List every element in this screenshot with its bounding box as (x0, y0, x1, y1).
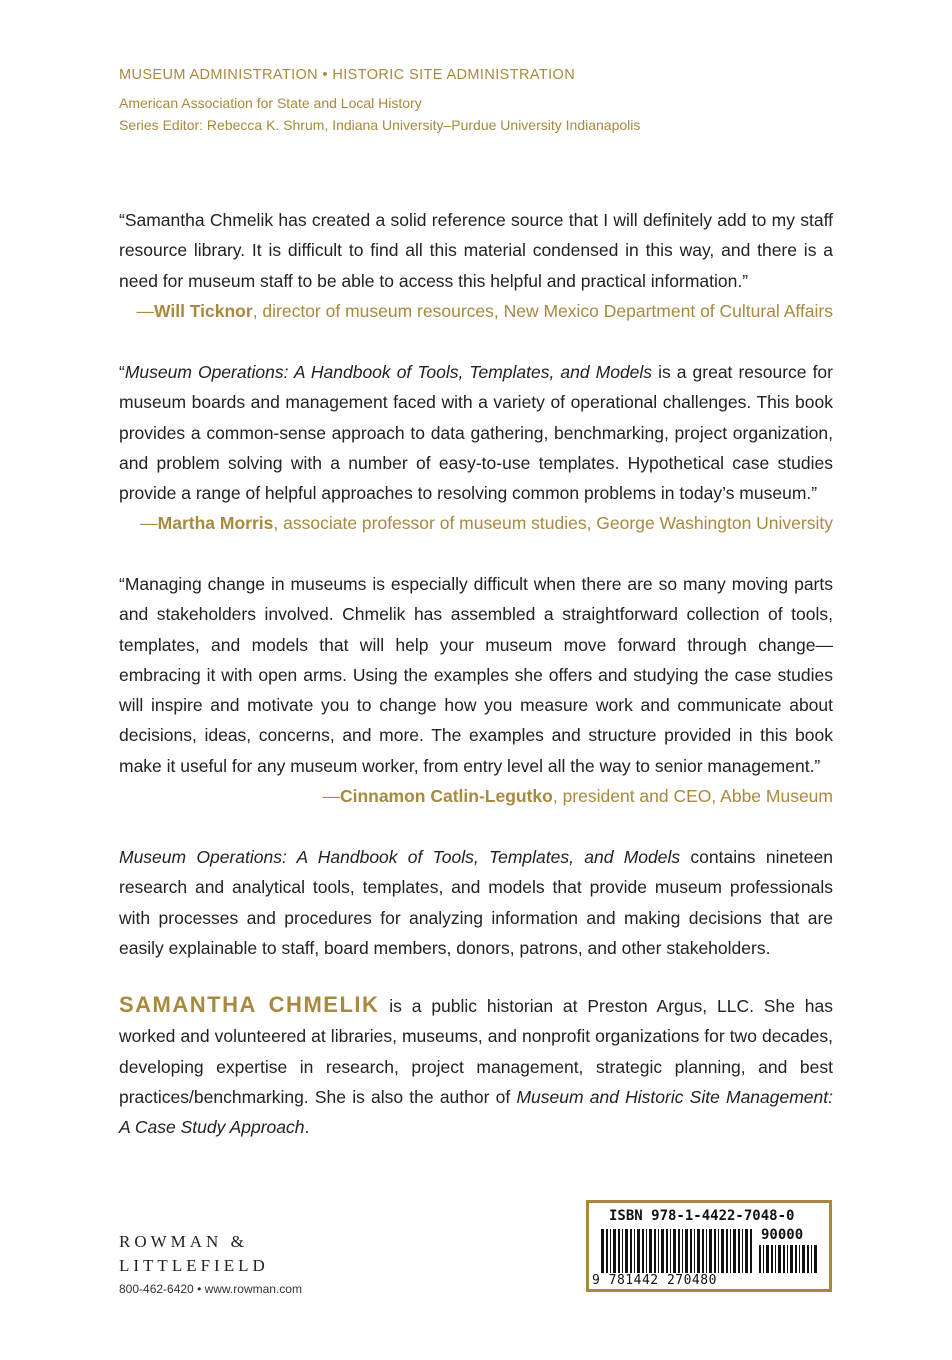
quote-3-text: “Managing change in museums is especially difficult when there are so many moving parts and stakeholders involved. Chmelik has assembled a straightforward collection of tools, templates, and models that will help your museum move forward through change—embracing it with open arms. Using the examples she offers and studying the case studies will inspire and motivate you to change how you measure work and communicate about decisions, ideas, concerns, and more. The examples and structure provided in this book make it useful for any museum worker, from entry level all the way to senior management.” (119, 574, 833, 776)
quote-3 (119, 569, 833, 811)
quote-2-title: Museum Operations: A Handbook of Tools, Templates, and Models (124, 362, 653, 382)
series-line: MUSEUM ADMINISTRATION • HISTORIC SITE ADMINISTRATION (119, 67, 576, 83)
description-text: contains nineteen research and analytical tools, templates, and models that provide museum professionals with processes and procedures for analyzing information and making decisions that are easily explainable to staff, board members, donors, patrons, and other stakeholders. (119, 847, 833, 958)
editor-line: Series Editor: Rebecca K. Shrum, Indiana University–Purdue University Indianapolis (119, 117, 641, 133)
quote-3-attribution (119, 781, 833, 811)
isbn-number: ISBN 978-1-4422-7048-0 (609, 1208, 795, 1224)
quote-2-name: Martha Morris (157, 513, 274, 534)
author-bio (119, 990, 833, 1142)
quote-3-name: Cinnamon Catlin-Legutko (339, 786, 553, 807)
book-description (119, 842, 833, 963)
price-code: 90000 (761, 1227, 804, 1243)
quote-1-dash: — (136, 300, 154, 321)
quote-2-dash: — (140, 513, 158, 534)
quote-2 (119, 357, 833, 539)
ean-digits: 9 781442 270480 (592, 1273, 717, 1288)
quote-1-name: Will Ticknor (153, 300, 253, 321)
author-bio-end: . (304, 1117, 310, 1138)
quote-3-dash: — (322, 786, 340, 807)
org-line: American Association for State and Local History (119, 95, 422, 111)
quote-3-role: , president and CEO, Abbe Museum (552, 786, 833, 807)
barcode-panel (586, 1200, 832, 1292)
quote-1-text: “Samantha Chmelik has created a solid reference source that I will definitely add to my staff resource library. It is difficult to find all this material condensed in this way, and there is a need for museum staff to be able to access this helpful and practical information.” (119, 210, 833, 291)
price-barcode-icon (759, 1245, 817, 1273)
author-name: SAMANTHA CHMELIK (119, 992, 380, 1017)
quote-1-role: , director of museum resources, New Mexico Department of Cultural Affairs (252, 300, 833, 321)
author-bio-text: is a public historian at Preston Argus, LLC. She has worked and volunteered at libraries, museums, and nonprofit organizations for two decades, developing expertise in research, project management, strategic planning, and best practices/benchmarking. She is also the author of (119, 996, 834, 1107)
quote-1 (119, 205, 833, 326)
description-title: Museum Operations: A Handbook of Tools, Templates, and Models (119, 847, 681, 867)
quote-2-open: “ (119, 362, 125, 382)
publisher-contact: 800-462-6420 • www.rowman.com (119, 1282, 302, 1296)
ean-barcode-icon (601, 1229, 753, 1273)
quote-1-attribution (119, 296, 833, 326)
quote-2-attribution (119, 508, 833, 538)
publisher-name-line2: LITTLEFIELD (119, 1256, 269, 1275)
publisher-logo (119, 1230, 302, 1296)
publisher-name-line1: ROWMAN & (119, 1232, 248, 1251)
quote-2-role: , associate professor of museum studies, George Washington University (273, 513, 833, 534)
author-other-book: Museum and Historic Site Management: A Case Study Approach (119, 1086, 833, 1138)
quote-2-text: is a great resource for museum boards and management faced with a variety of operational challenges. This book provides a common-sense approach to data gathering, benchmarking, project organization, and problem solving with a number of easy-to-use templates. Hypothetical case studies provide a range of helpful approaches to resolving common problems in today’s museum.” (119, 362, 833, 504)
series-header (119, 64, 839, 136)
